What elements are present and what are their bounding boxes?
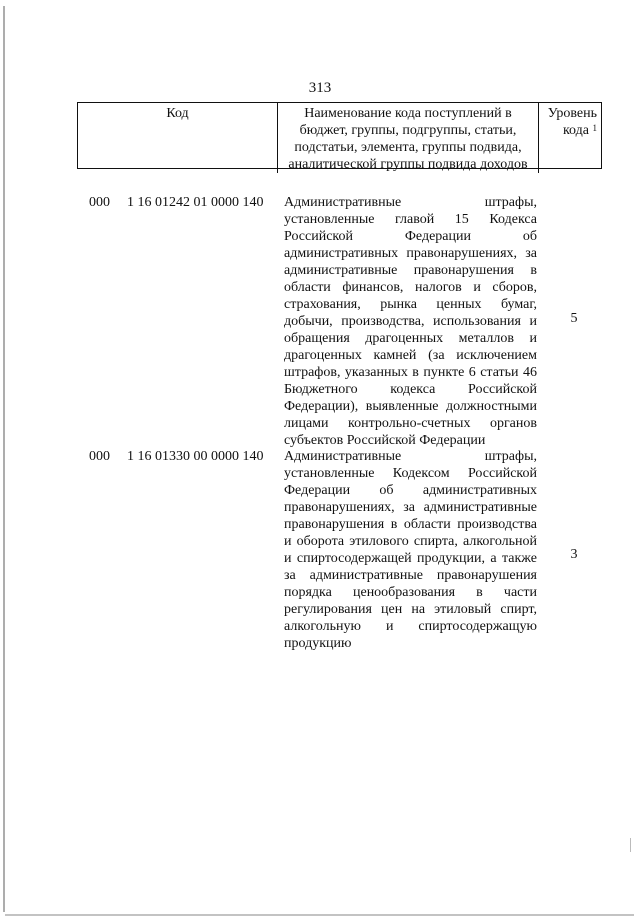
code-level: 3	[570, 547, 578, 562]
page-number: 313	[308, 80, 332, 96]
income-code: 1 16 01330 00 0000 140	[127, 449, 264, 464]
scan-edge-left	[3, 6, 5, 912]
header-level-label: Уровень кода	[547, 106, 597, 138]
table-header	[77, 102, 602, 172]
admin-code: 000	[89, 449, 110, 464]
income-code: 1 16 01242 01 0000 140	[127, 195, 264, 210]
admin-code: 000	[89, 195, 110, 210]
header-level	[539, 103, 601, 173]
header-name: Наименование кода поступлений в бюджет, группы, подгруппы, статьи, подстатьи, элемента, группы подвида, аналитической группы подвида доходов	[278, 103, 539, 173]
header-code: Код	[78, 103, 278, 173]
header-level-footnote: 1	[592, 123, 597, 133]
income-name: Административные штрафы, установленные главой 15 Кодекса Российской Федерации об административных правонарушениях, за административные правонарушения в области финансов, налогов и сборов, страхования, рынка ценных бумаг, добычи, производства, использования и обращения драгоценных металлов и драгоценных камней (за исключением штрафов, указанных в пункте 6 статьи 46 Бюджетного кодекса Российской Федерации), выявленные должностными лицами контрольно-счетных органов субъектов Российской Федерации	[284, 195, 537, 448]
scan-edge-bottom	[5, 914, 634, 916]
code-level: 5	[570, 311, 578, 326]
income-name: Административные штрафы, установленные Кодексом Российской Федерации об административных правонарушениях, за административные правонарушения в области производства и оборота этилового спирта, алкогольной и спиртосодержащей продукции, а также за административные правонарушения порядка ценообразования в части регулирования цен на этиловый спирт, алкогольную и спиртосодержащую продукцию	[284, 449, 537, 651]
scan-artifact	[630, 838, 631, 852]
